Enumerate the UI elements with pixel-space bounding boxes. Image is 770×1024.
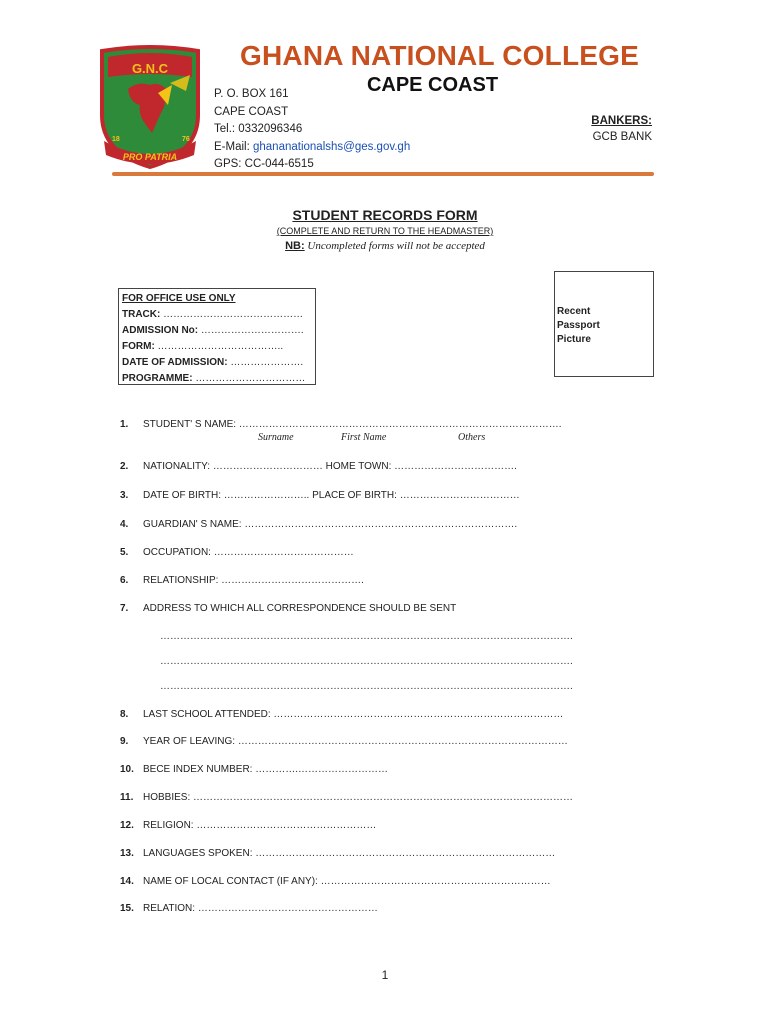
question-relationship[interactable]: 6. RELATIONSHIP: ……………………………………. [120, 575, 364, 586]
question-date-of-birth[interactable]: 3. DATE OF BIRTH: …………………….. PLACE OF BIRTH: ……………………………… [120, 490, 520, 501]
question-occupation[interactable]: 5. OCCUPATION: …………………………………… [120, 547, 354, 558]
bank-name: GCB BANK [592, 131, 652, 143]
address-line-1[interactable]: ……………………………………………………………………………………………………………. [160, 631, 573, 642]
office-field-admission-no[interactable]: ADMISSION No: …………………………. [122, 325, 304, 336]
question-relation[interactable]: 15. RELATION: ……………………………………………… [120, 903, 378, 914]
page-number: 1 [381, 968, 389, 982]
college-city: CAPE COAST [366, 74, 499, 96]
address-gps: GPS: CC-044-6515 [214, 158, 314, 170]
address-city: CAPE COAST [214, 105, 289, 118]
nb-label: NB: [285, 240, 305, 252]
address-box: P. O. BOX 161 [214, 88, 289, 100]
question-address[interactable]: 7. ADDRESS TO WHICH ALL CORRESPONDENCE SHOULD BE SENT [120, 603, 457, 614]
address-tel: Tel.: 0332096346 [214, 123, 303, 135]
email-label: E-Mail: [214, 140, 253, 153]
question-nationality[interactable]: 2. NATIONALITY: …………………………… HOME TOWN: ………………………………. [120, 461, 517, 472]
passport-line-3: Picture [557, 334, 591, 345]
crest-banner-text: G.N.C [131, 61, 169, 76]
form-subtitle: (COMPLETE AND RETURN TO THE HEADMASTER) [276, 226, 494, 236]
address-line-2[interactable]: ……………………………………………………………………………………………………………. [160, 656, 573, 667]
question-bece-index[interactable]: 10. BECE INDEX NUMBER: ………….……………………… [120, 764, 389, 775]
office-use-box [118, 288, 316, 385]
college-address [214, 86, 410, 174]
crest-motto: PRO PATRIA [122, 152, 178, 162]
question-local-contact[interactable]: 14. NAME OF LOCAL CONTACT (IF ANY): …………………………………………………………… [120, 876, 551, 887]
bankers-label: BANKERS: [591, 115, 652, 127]
question-guardian-name[interactable]: 4. GUARDIAN' S NAME: ………………………………………………………………………. [120, 519, 518, 530]
form-title: STUDENT RECORDS FORM [292, 207, 478, 223]
nb-text: Uncompleted forms will not be accepted [304, 240, 485, 252]
header-divider [112, 172, 654, 176]
question-languages[interactable]: 13. LANGUAGES SPOKEN: ……………………………………………………………………………… [120, 848, 556, 859]
passport-line-1: Recent [557, 306, 591, 317]
office-field-form[interactable]: FORM: ……………………………….. [122, 341, 284, 352]
office-field-track[interactable]: TRACK: …………………………………… [122, 309, 304, 320]
crest-year-left: 18 [112, 136, 120, 143]
college-crest [98, 45, 202, 170]
hint-surname: Surname [258, 432, 294, 443]
bankers-block [591, 113, 652, 145]
hint-others: Others [458, 432, 486, 443]
question-last-school[interactable]: 8. LAST SCHOOL ATTENDED: …………………………………………………………………………… [120, 709, 564, 720]
question-religion[interactable]: 12. RELIGION: ……………………………………………… [120, 820, 377, 831]
address-line-3[interactable]: ……………………………………………………………………………………………………………. [160, 681, 573, 692]
office-use-heading: FOR OFFICE USE ONLY [122, 293, 236, 304]
passport-line-2: Passport [557, 320, 600, 331]
email-link[interactable]: ghananationalshs@ges.gov.gh [252, 140, 411, 153]
question-student-name[interactable]: 1. STUDENT' S NAME: ……………………………………………………………………………………. [120, 419, 562, 430]
passport-picture-box[interactable] [554, 271, 654, 377]
question-year-of-leaving[interactable]: 9. YEAR OF LEAVING: ……………………………………………………………………………………… [120, 736, 568, 747]
hint-first-name: First Name [341, 432, 387, 443]
address-email-row [214, 139, 410, 157]
question-hobbies[interactable]: 11. HOBBIES: …………………………………………………………………………………………………… [120, 792, 574, 803]
office-field-date-of-admission[interactable]: DATE OF ADMISSION: …………………. [122, 357, 304, 368]
college-name: GHANA NATIONAL COLLEGE [240, 40, 639, 71]
crest-year-right: 76 [182, 136, 190, 143]
office-field-programme[interactable]: PROGRAMME: …………………………… [122, 373, 306, 384]
form-note [0, 240, 770, 252]
